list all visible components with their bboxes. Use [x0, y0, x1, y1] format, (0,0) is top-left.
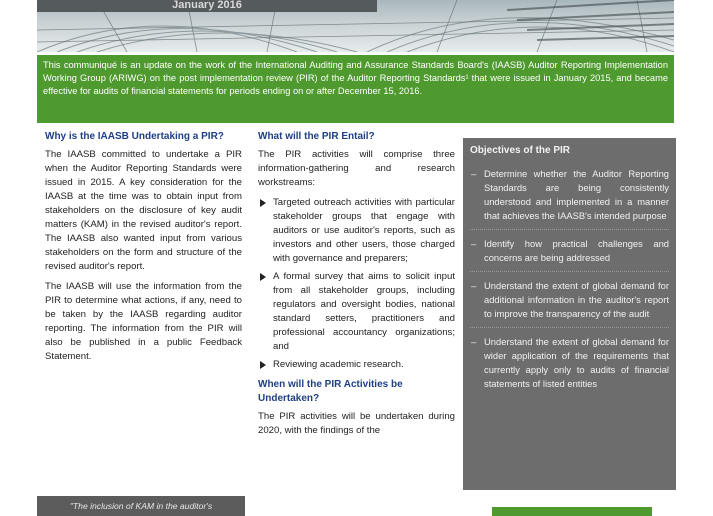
- section-heading-why: Why is the IAASB Undertaking a PIR?: [45, 131, 224, 142]
- dash-bullet-icon: –: [471, 336, 477, 347]
- triangle-bullet-icon: [260, 361, 266, 369]
- paragraph: The IAASB will use the information from the PIR to determine what actions, if any, need to be taken by the IAASB regarding auditor reporting. The information from the PIR will also be published in a public Feedback Statement.: [45, 281, 242, 362]
- list-item: Reviewing academic research.: [258, 358, 455, 372]
- list-item: – Understand the extent of global demand for wider application of the requirements that currently apply only to audits of financial statements of listed entities: [471, 336, 669, 389]
- objectives-list: [470, 167, 669, 397]
- section-heading-when: When will the PIR Activities be Undertaken?: [258, 379, 403, 404]
- banner-date-label: January 2016: [37, 0, 377, 12]
- list-item: – Determine whether the Auditor Reporting Standards are being consistently understood and implemented in a manner that achieves the IAASB's intended purpose: [470, 167, 669, 230]
- triangle-bullet-icon: [260, 199, 266, 207]
- workstream-list: [258, 196, 455, 372]
- header-banner-image: [37, 0, 674, 52]
- green-callout-tab: [492, 507, 652, 516]
- column-pir-entail: [258, 130, 455, 444]
- list-item: – Understand the extent of global demand for additional information in the auditor's report to improve the transparency of the audit: [470, 279, 669, 328]
- triangle-bullet-icon: [260, 273, 266, 281]
- list-item: – Identify how practical challenges and concerns are being addressed: [470, 237, 669, 272]
- pull-quote: "The inclusion of KAM in the auditor's: [37, 496, 245, 516]
- section-heading-entail: What will the PIR Entail?: [258, 131, 375, 142]
- dash-bullet-icon: –: [471, 238, 477, 249]
- objectives-title: Objectives of the PIR: [470, 145, 571, 156]
- objectives-box: [463, 138, 676, 490]
- list-item: A formal survey that aims to solicit input from all stakeholder groups, including regulators and oversight bodies, national standard setters, practitioners and professional accountancy organizations; and: [258, 270, 455, 354]
- intro-summary: This communiqué is an update on the work of the International Auditing and Assurance Standards Board's (IAASB) Auditor Reporting Implementation Working Group (ARIWG) on the post implementation review (PIR) of the Auditor Reporting Standards¹ that were issued in January 2015, and became effective for audits of financial statements for periods ending on or after December 15, 2016.: [37, 55, 674, 123]
- paragraph: The IAASB committed to undertake a PIR when the Auditor Reporting Standards were issued in 2015. A key consideration for the IAASB at the time was to obtain input from stakeholders on the disclosure of key audit matters (KAM) in the revised auditor's report. The IAASB also wanted input from various stakeholders on the form and structure of the revised auditor's report.: [45, 149, 242, 272]
- paragraph: The PIR activities will be undertaken during 2020, with the findings of the: [258, 411, 455, 436]
- column-why-pir: [45, 130, 242, 370]
- paragraph: The PIR activities will comprise three information-gathering and research workstreams:: [258, 149, 455, 188]
- list-item: Targeted outreach activities with particular stakeholder groups that engage with auditors or use auditor's reports, such as investors and other users, those charged with governance and preparers;: [258, 196, 455, 266]
- dash-bullet-icon: –: [471, 168, 477, 179]
- dash-bullet-icon: –: [471, 280, 477, 291]
